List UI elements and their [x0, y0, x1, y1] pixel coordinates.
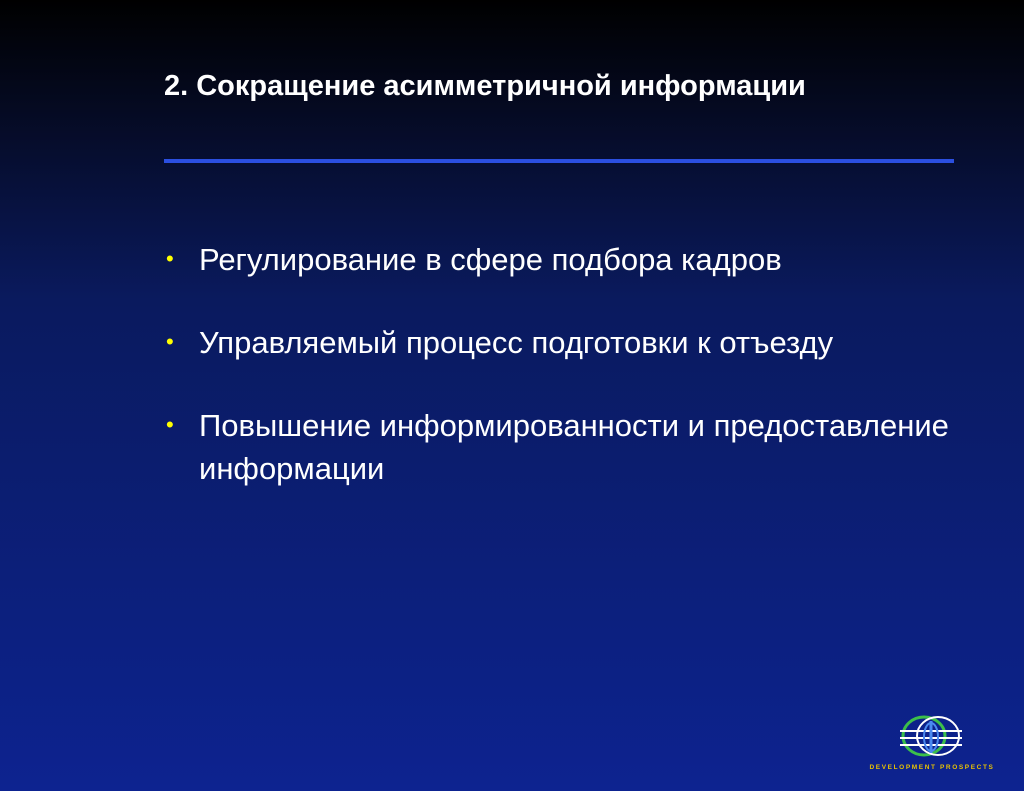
slide-title: 2. Сокращение асимметричной информации: [164, 70, 806, 102]
bullet-item: [164, 321, 964, 364]
bullet-text: Управляемый процесс подготовки к отъезду: [199, 325, 834, 360]
bullet-list: [164, 238, 964, 530]
development-prospects-logo: [862, 713, 1002, 775]
title-underline: [164, 159, 954, 163]
bullet-text: Регулирование в сфере подбора кадров: [199, 242, 782, 277]
bullet-item: [164, 404, 964, 490]
logo-text: DEVELOPMENT PROSPECTS: [869, 764, 995, 771]
bullet-text: Повышение информированности и предоставление информации: [199, 408, 949, 486]
bullet-icon: •: [166, 412, 174, 437]
bullet-icon: •: [166, 329, 174, 354]
globe-logo-icon: [898, 713, 964, 761]
bullet-item: [164, 238, 964, 281]
bullet-icon: •: [166, 246, 174, 271]
